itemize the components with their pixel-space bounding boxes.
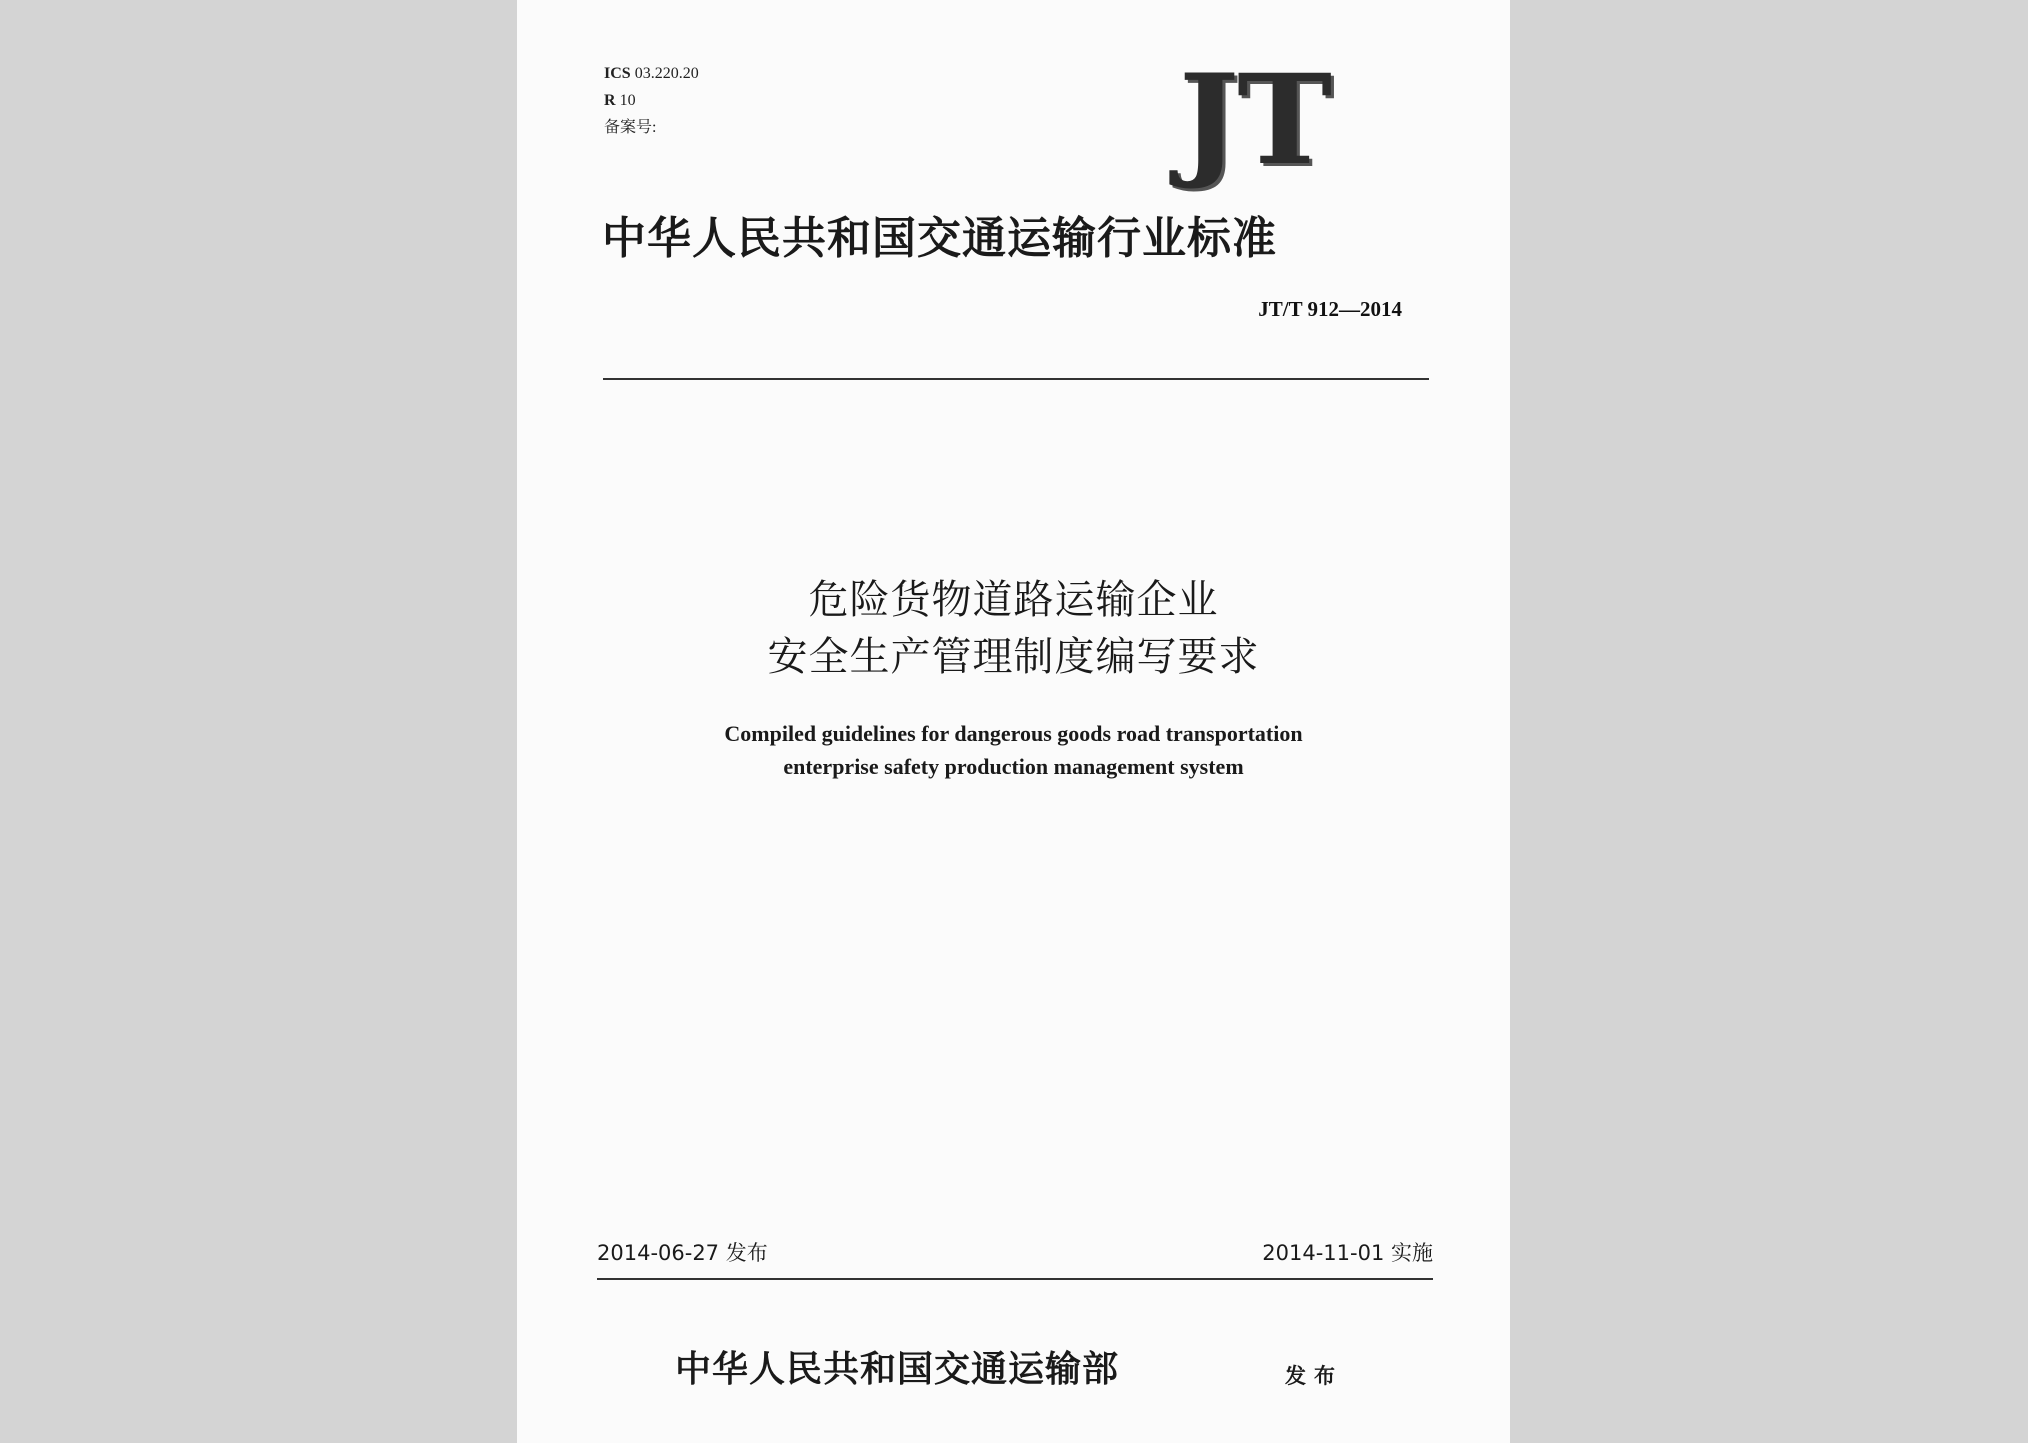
title-en-line-2: enterprise safety production management system [783, 754, 1244, 779]
industry-standard-heading: 中华人民共和国交通运输行业标准 [602, 213, 1277, 264]
r-code: 10 [619, 92, 636, 109]
title-cn-line-2: 安全生产管理制度编写要求 [767, 634, 1260, 680]
r-prefix: R [604, 92, 616, 109]
ics-prefix: ICS [604, 65, 631, 82]
bottom-divider [597, 1278, 1433, 1280]
filing-label: 备案号: [604, 119, 657, 136]
document-title-chinese [517, 572, 1510, 686]
issue-date: 2014-06-27 发布 [597, 1241, 768, 1265]
document-page [517, 0, 1510, 1443]
document-title-english [517, 717, 1510, 783]
issuing-authority: 中华人民共和国交通运输部 [675, 1348, 1120, 1390]
issued-label: 发布 [1285, 1363, 1343, 1388]
title-cn-line-1: 危险货物道路运输企业 [808, 577, 1219, 623]
top-divider [603, 378, 1429, 380]
classification-block [604, 60, 699, 141]
jt-logo: JT [1178, 48, 1331, 193]
date-row [597, 1237, 1433, 1267]
effective-date: 2014-11-01 实施 [1262, 1241, 1433, 1265]
standard-number: JT/T 912—2014 [1258, 297, 1402, 321]
r-line [604, 87, 699, 114]
ics-line [604, 60, 699, 87]
title-en-line-1: Compiled guidelines for dangerous goods road transportation [724, 721, 1303, 746]
ics-code: 03.220.20 [634, 65, 699, 82]
